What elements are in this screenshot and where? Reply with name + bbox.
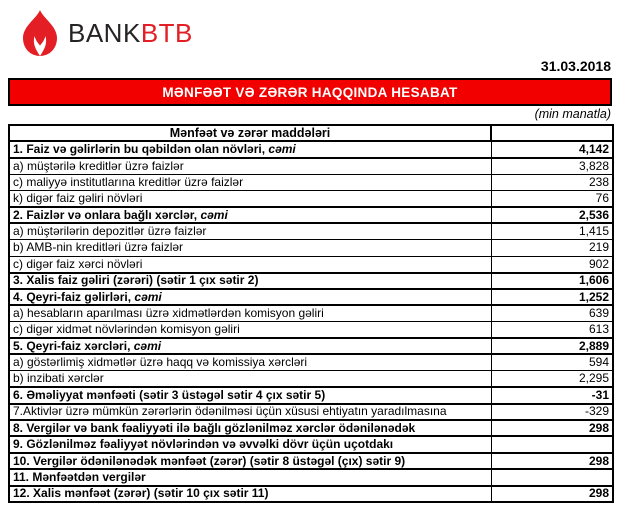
table-row xyxy=(9,404,613,420)
table-row xyxy=(9,305,613,321)
row-label: 9. Gözlənilməz fəaliyyət növlərindən və əvvəlki dövr üçün uçotdakı xyxy=(9,436,491,452)
row-value: 2,889 xyxy=(491,338,613,354)
table-header-label: Mənfəət və zərər maddələri xyxy=(9,125,491,141)
row-label: a) hesabların aparılması üzrə xidmətlərdən komisyon gəliri xyxy=(9,305,491,321)
row-value: 219 xyxy=(491,240,613,256)
table-row xyxy=(9,387,613,403)
row-label: 4. Qeyri-faiz gəlirləri, cəmi xyxy=(9,289,491,305)
table-row xyxy=(9,289,613,305)
row-value: 298 xyxy=(491,420,613,436)
table-row xyxy=(9,453,613,469)
row-value: 4,142 xyxy=(491,141,613,157)
profit-loss-table xyxy=(8,124,614,503)
row-label: 2. Faizlər və onlara bağlı xərclər, cəmi xyxy=(9,207,491,223)
row-label: 10. Vergilər ödənilənədək mənfəət (zərər) (sətir 8 üstəgəl (çıx) sətir 9) xyxy=(9,453,491,469)
table-row xyxy=(9,486,613,502)
row-label: b) inzibati xərclər xyxy=(9,371,491,387)
logo-btb-text: BTB xyxy=(140,17,193,48)
row-label: c) maliyyə institutlarına kreditlər üzrə faizlər xyxy=(9,174,491,190)
logo-bank-text: BANK xyxy=(68,17,141,48)
table-row xyxy=(9,141,613,157)
row-value xyxy=(491,469,613,485)
row-label: a) müştərilə kreditlər üzrə faizlər xyxy=(9,158,491,174)
table-row xyxy=(9,371,613,387)
row-value: 594 xyxy=(491,354,613,370)
table-header-row xyxy=(9,125,613,141)
table-row xyxy=(9,207,613,223)
units-note: (min manatla) xyxy=(534,107,611,121)
row-label: 5. Qeyri-faiz xərcləri, cəmi xyxy=(9,338,491,354)
row-value: 2,536 xyxy=(491,207,613,223)
row-label: 12. Xalis mənfəət (zərər) (sətir 10 çıx sətir 11) xyxy=(9,486,491,502)
row-label: b) AMB-nin kreditləri üzrə faizlər xyxy=(9,240,491,256)
row-label: 3. Xalis faiz gəliri (zərəri) (sətir 1 çıx sətir 2) xyxy=(9,273,491,289)
report-title: MƏNFƏƏT VƏ ZƏRƏR HAQQINDA HESABAT xyxy=(162,84,458,100)
row-label: a) müştərilərin depozitlər üzrə faizlər xyxy=(9,223,491,239)
table-row xyxy=(9,322,613,338)
table-row xyxy=(9,256,613,272)
table-row xyxy=(9,436,613,452)
row-label: c) digər xidmət növlərindən komisyon gəliri xyxy=(9,322,491,338)
table-row xyxy=(9,469,613,485)
flame-icon xyxy=(20,10,60,56)
row-value: -31 xyxy=(491,387,613,403)
table-row xyxy=(9,223,613,239)
table-row xyxy=(9,354,613,370)
row-label: 8. Vergilər və bank fəaliyyəti ilə bağlı gözlənilməz xərclər ödənilənədək xyxy=(9,420,491,436)
row-label: 6. Əməliyyat mənfəəti (sətir 3 üstəgəl sətir 4 çıx sətir 5) xyxy=(9,387,491,403)
row-value: 1,252 xyxy=(491,289,613,305)
row-value: 298 xyxy=(491,486,613,502)
bank-logo xyxy=(0,0,620,56)
row-label: 7.Aktivlər üzrə mümkün zərərlərin ödənilməsi üçün xüsusi ehtiyatın yaradılmasına xyxy=(9,404,491,420)
row-value xyxy=(491,436,613,452)
table-row xyxy=(9,174,613,190)
table-row xyxy=(9,420,613,436)
table-row xyxy=(9,240,613,256)
table-row xyxy=(9,191,613,207)
table-row xyxy=(9,338,613,354)
row-value: 1,415 xyxy=(491,223,613,239)
table-row xyxy=(9,158,613,174)
row-label: c) digər faiz xərci növləri xyxy=(9,256,491,272)
table-row xyxy=(9,273,613,289)
row-value: 3,828 xyxy=(491,158,613,174)
row-label: k) digər faiz gəliri növləri xyxy=(9,191,491,207)
row-value: 238 xyxy=(491,174,613,190)
row-label: a) göstərlimiş xidmətlər üzrə haqq və komissiya xərcləri xyxy=(9,354,491,370)
row-value: 639 xyxy=(491,305,613,321)
row-value: 1,606 xyxy=(491,273,613,289)
report-title-banner xyxy=(8,78,612,106)
row-value: 2,295 xyxy=(491,371,613,387)
row-value: 76 xyxy=(491,191,613,207)
row-value: 613 xyxy=(491,322,613,338)
row-value: 298 xyxy=(491,453,613,469)
table-header-value xyxy=(491,125,613,141)
row-value: -329 xyxy=(491,404,613,420)
row-value: 902 xyxy=(491,256,613,272)
row-label: 1. Faiz və gəlirlərin bu qəbildən olan növləri, cəmi xyxy=(9,141,491,157)
bank-logotype xyxy=(68,18,193,49)
row-label: 11. Mənfəətdən vergilər xyxy=(9,469,491,485)
report-date: 31.03.2018 xyxy=(540,58,611,74)
